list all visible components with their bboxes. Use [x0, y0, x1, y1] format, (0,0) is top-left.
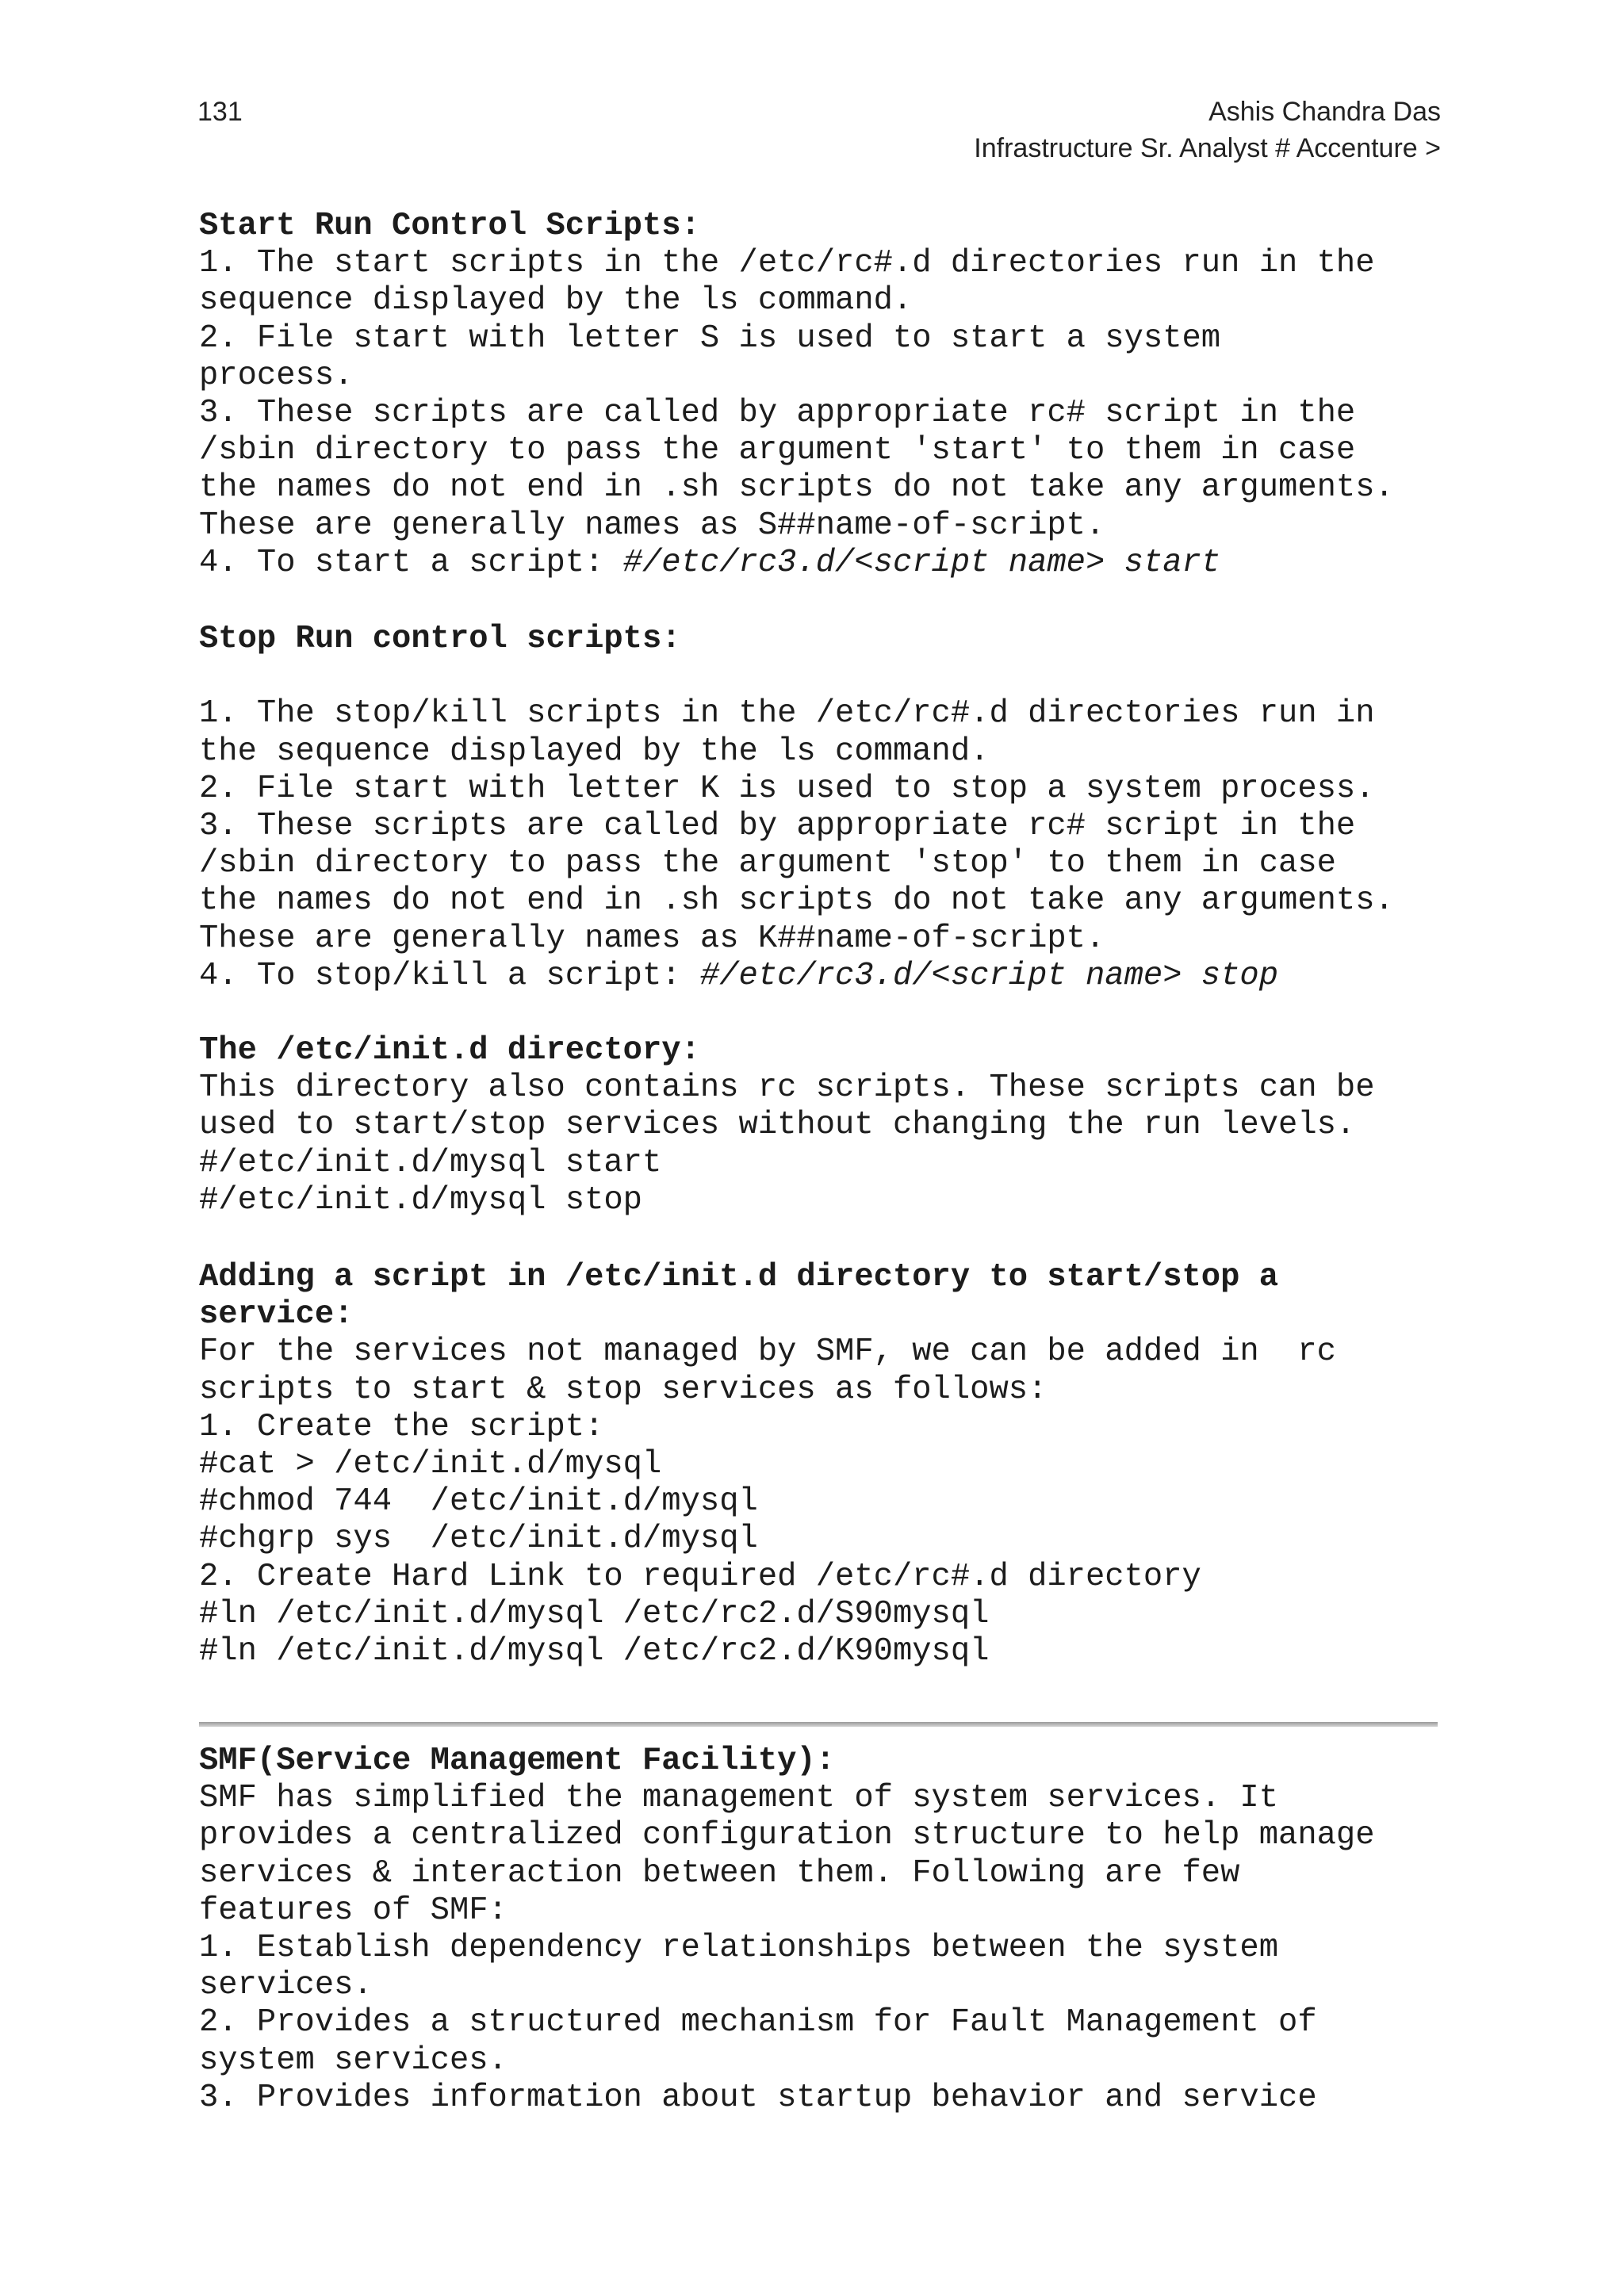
step-4-line	[199, 958, 1484, 995]
text-line: These are generally names as K##name-of-script.	[199, 920, 1105, 957]
text-line: #ln /etc/init.d/mysql /etc/rc2.d/K90mysql	[199, 1632, 990, 1670]
section-title: SMF(Service Management Facility):	[199, 1743, 836, 1779]
text-line: 2. Provides a structured mechanism for Fault Management of	[199, 2004, 1317, 2042]
text-line: services & interaction between them. Following are few	[199, 1854, 1240, 1892]
text-line: process.	[199, 357, 354, 394]
text-line: /sbin directory to pass the argument 'stop' to them in case	[199, 845, 1336, 882]
section-smf	[199, 1743, 1484, 2117]
text-line: These are generally names as S##name-of-script.	[199, 507, 1105, 544]
text-line: 3. These scripts are called by appropriate rc# script in the	[199, 394, 1356, 431]
step-4-line	[199, 545, 1484, 582]
text-line: SMF has simplified the management of system services. It	[199, 1780, 1279, 1817]
text-line: services.	[199, 1967, 373, 2004]
step-4-text: 4. To start a script:	[199, 544, 623, 581]
text-line: #chmod 744 /etc/init.d/mysql	[199, 1483, 758, 1521]
text-line: 1. Establish dependency relationships between the system	[199, 1929, 1279, 1966]
text-line: #/etc/init.d/mysql stop	[199, 1181, 642, 1219]
text-line: system services.	[199, 2042, 508, 2079]
text-line: the names do not end in .sh scripts do not take any arguments.	[199, 882, 1394, 920]
text-line: This directory also contains rc scripts. These scripts can be	[199, 1070, 1375, 1107]
text-line: For the services not managed by SMF, we can be added in rc	[199, 1334, 1336, 1371]
blank-line	[199, 658, 1484, 695]
horizontal-divider	[199, 1722, 1438, 1727]
text-line: used to start/stop services without changing the run levels.	[199, 1107, 1356, 1144]
section-adding-script	[199, 1259, 1484, 1670]
text-line: 1. The start scripts in the /etc/rc#.d directories run in the	[199, 245, 1375, 282]
text-line: 3. Provides information about startup behavior and service	[199, 2079, 1317, 2116]
text-line: #/etc/init.d/mysql start	[199, 1144, 662, 1181]
text-line: 2. File start with letter S is used to start a system	[199, 320, 1221, 357]
section-init-d	[199, 1032, 1484, 1219]
section-title: Start Run Control Scripts:	[199, 208, 700, 244]
text-line: provides a centralized configuration structure to help manage	[199, 1817, 1375, 1854]
section-title: Adding a script in /etc/init.d directory to start/stop a	[199, 1259, 1279, 1295]
text-line: features of SMF:	[199, 1892, 508, 1929]
text-line: the names do not end in .sh scripts do not take any arguments.	[199, 469, 1394, 507]
author-name: Ashis Chandra Das	[1208, 97, 1441, 127]
text-line: /sbin directory to pass the argument 'start' to them in case	[199, 432, 1356, 469]
text-line: scripts to start & stop services as follows:	[199, 1371, 1048, 1408]
start-command: #/etc/rc3.d/<script name> start	[622, 544, 1221, 581]
author-role: Infrastructure Sr. Analyst # Accenture >	[974, 133, 1441, 163]
text-line: #chgrp sys /etc/init.d/mysql	[199, 1521, 758, 1558]
text-line: 3. These scripts are called by appropriate rc# script in the	[199, 807, 1356, 844]
section-start-run-control	[199, 208, 1484, 582]
text-line: the sequence displayed by the ls command.	[199, 733, 990, 770]
stop-command: #/etc/rc3.d/<script name> stop	[699, 957, 1279, 994]
text-line: 2. File start with letter K is used to stop a system process.	[199, 770, 1375, 807]
section-title-continued: service:	[199, 1296, 354, 1334]
page-number: 131	[197, 97, 243, 127]
text-line: #ln /etc/init.d/mysql /etc/rc2.d/S90mysql	[199, 1595, 990, 1632]
text-line: #cat > /etc/init.d/mysql	[199, 1445, 662, 1483]
step-4-text: 4. To stop/kill a script:	[199, 957, 700, 994]
text-line: 1. The stop/kill scripts in the /etc/rc#.d directories run in	[199, 695, 1375, 733]
section-stop-run-control	[199, 621, 1484, 995]
section-title: The /etc/init.d directory:	[199, 1032, 700, 1069]
text-line: 2. Create Hard Link to required /etc/rc#.d directory	[199, 1558, 1201, 1595]
text-line: 1. Create the script:	[199, 1408, 604, 1445]
text-line: sequence displayed by the ls command.	[199, 282, 913, 320]
section-title: Stop Run control scripts:	[199, 621, 681, 657]
